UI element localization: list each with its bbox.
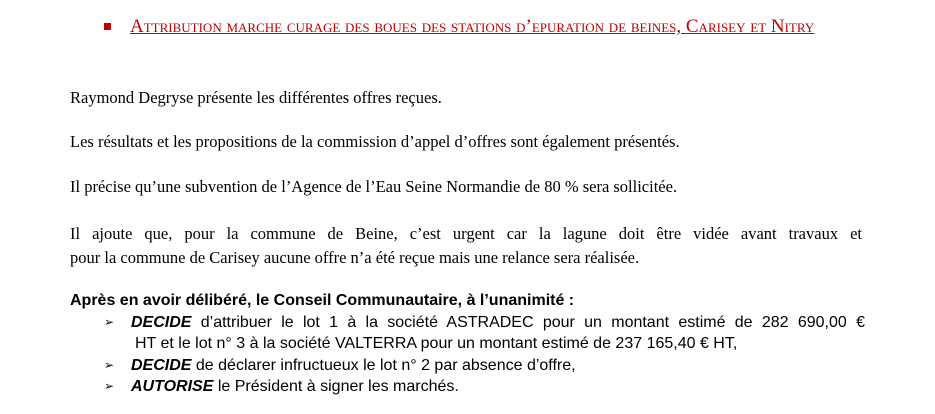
paragraph-results: Les résultats et les propositions de la commission d’appel d’offres sont également présentés. [70,132,680,151]
decision-text: le Président à signer les marchés. [213,378,459,395]
decision-verb: DECIDE [131,356,192,374]
decision-item-autorise [70,376,865,398]
decision-item-attribution [70,312,865,355]
decision-verb: AUTORISE [131,378,214,395]
square-bullet-icon [104,23,111,30]
paragraph-presentation: Raymond Degryse présente les différentes offres reçues. [70,88,442,107]
section-title: Attribution marche curage des boues des stations d’epuration de beines, Carisey et Nitry [130,16,815,37]
decision-list [70,312,865,398]
paragraph-urgency-line-1: Il ajoute que, pour la commune de Beine, c’est urgent car la lagune doit être vidée avant travaux et [70,224,862,243]
paragraph-urgency [70,222,862,270]
decision-text: d’attribuer le lot 1 à la société ASTRADEC pour un montant estimé de 282 690,00 € [191,313,865,331]
paragraph-subvention: Il précise qu’une subvention de l’Agence de l’Eau Seine Normandie de 80 % sera sollicitée. [70,177,678,196]
arrow-bullet-icon: ➢ [104,379,115,393]
decision-item-line-1 [131,312,865,334]
decision-text: de déclarer infructueux le lot n° 2 par absence d’offre, [191,356,576,374]
decision-item-infructueux [70,355,865,377]
council-decision [70,290,865,398]
arrow-bullet-icon: ➢ [104,357,115,372]
paragraph-urgency-line-2: pour la commune de Carisey aucune offre n’a été reçue mais une relance sera réalisée. [70,248,640,267]
arrow-bullet-icon: ➢ [104,314,115,329]
section-heading [104,14,869,39]
decision-intro: Après en avoir délibéré, le Conseil Communautaire, à l’unanimité : [70,292,575,309]
decision-item-line-2: HT et le lot n° 3 à la société VALTERRA pour un montant estimé de 237 165,40 € HT, [135,335,738,352]
decision-verb: DECIDE [131,313,192,331]
